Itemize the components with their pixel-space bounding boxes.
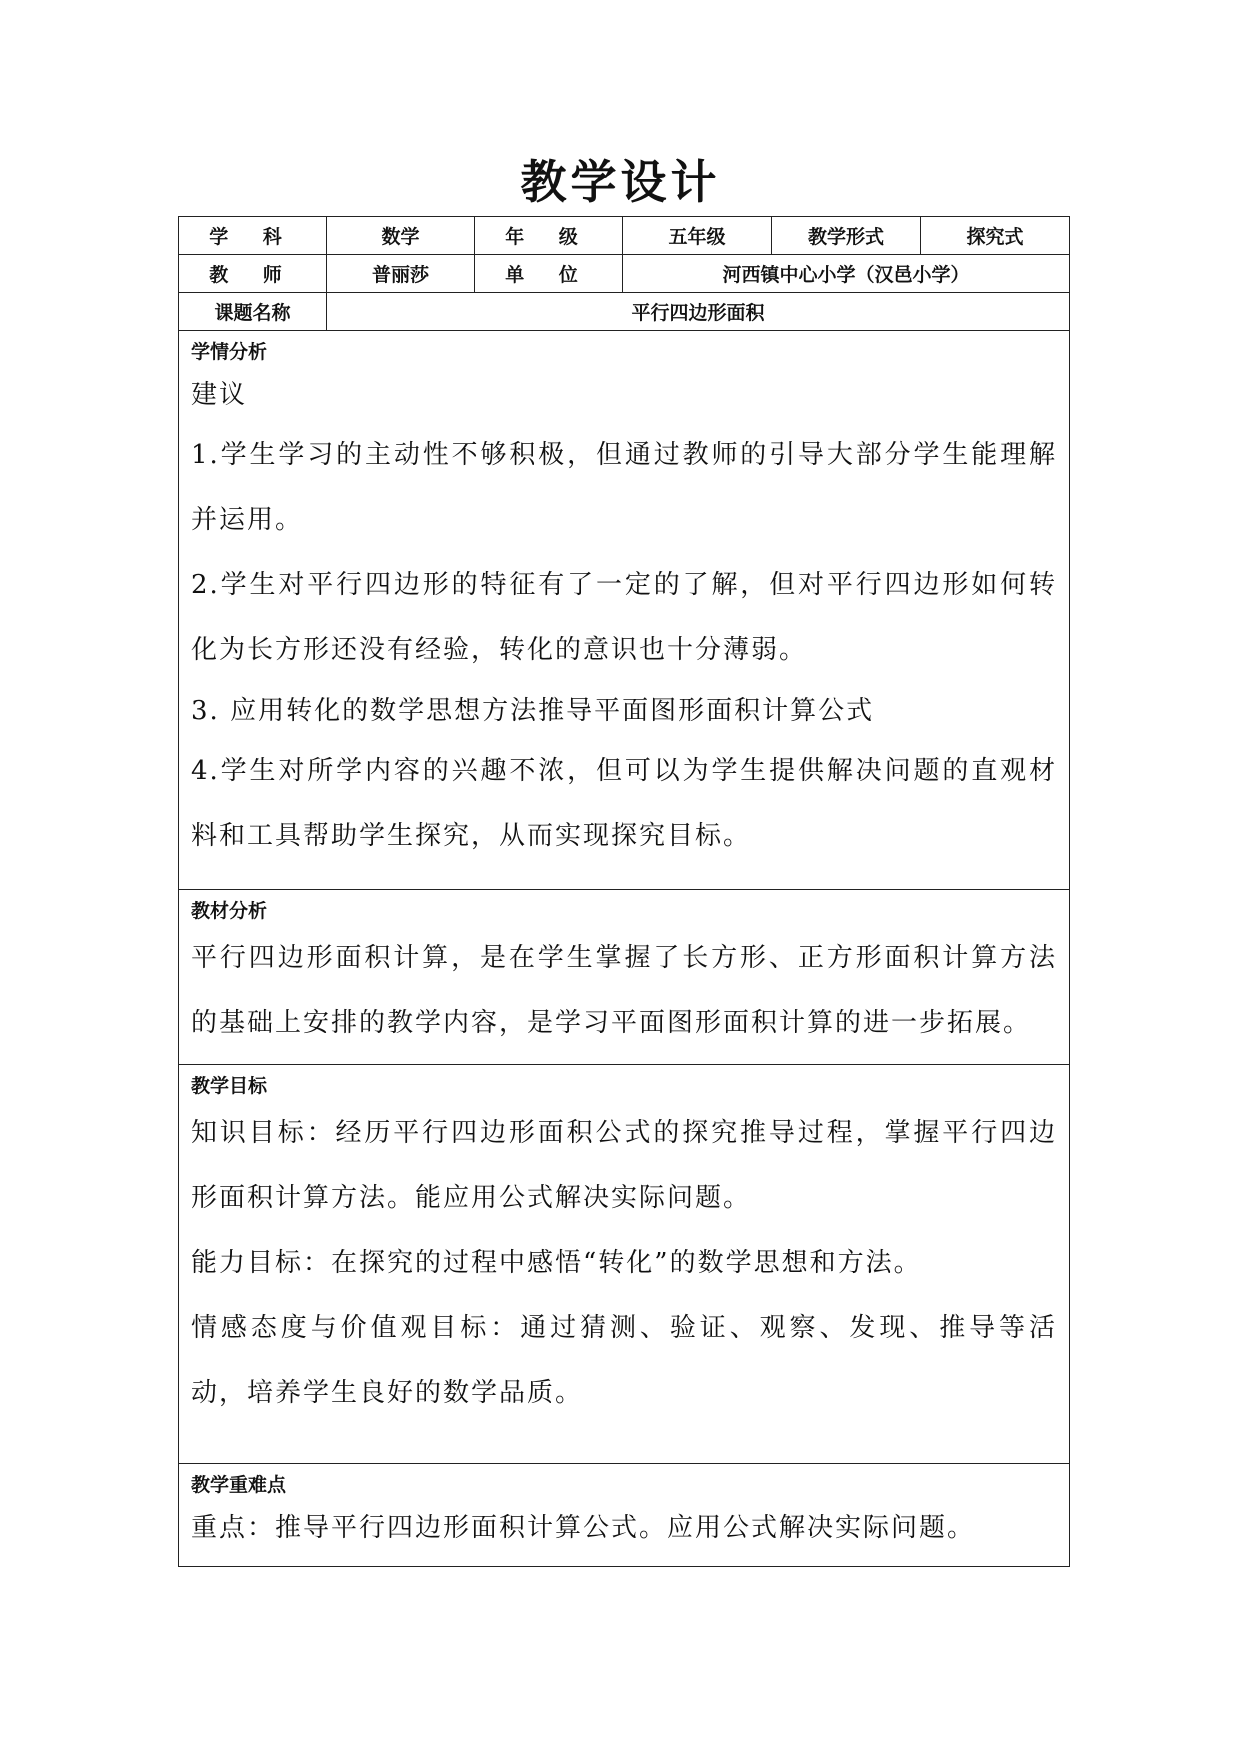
section-paragraph: 重点：推导平行四边形面积计算公式。应用公式解决实际问题。 xyxy=(191,1513,976,1543)
section-title: 教学重难点 xyxy=(191,1474,287,1496)
header-row-teacher xyxy=(179,255,1070,293)
topic-label: 课题名称 xyxy=(179,293,327,331)
topic-value: 平行四边形面积 xyxy=(327,293,1070,331)
lesson-design-table xyxy=(178,216,1070,1567)
section-title: 教学目标 xyxy=(191,1075,268,1097)
teacher-label: 教 师 xyxy=(179,255,327,293)
section-material-analysis xyxy=(179,890,1070,1065)
document-title: 教学设计 xyxy=(520,155,721,209)
section-student-analysis xyxy=(179,331,1070,890)
section-paragraph: 3. 应用转化的数学思想方法推导平面图形面积计算公式 xyxy=(191,696,875,726)
section-paragraph: 1.学生学习的主动性不够积极，但通过教师的引导大部分学生能理解并运用。 xyxy=(191,440,1057,535)
section-key-points xyxy=(179,1464,1070,1567)
section-teaching-goals xyxy=(179,1065,1070,1464)
grade-value: 五年级 xyxy=(623,217,772,255)
grade-label: 年 级 xyxy=(475,217,623,255)
subject-value: 数学 xyxy=(327,217,475,255)
unit-label: 单 位 xyxy=(475,255,623,293)
section-paragraph: 平行四边形面积计算，是在学生掌握了长方形、正方形面积计算方法的基础上安排的教学内容，是学习平面图形面积计算的进一步拓展。 xyxy=(191,943,1057,1038)
section-paragraph: 2.学生对平行四边形的特征有了一定的了解，但对平行四边形如何转化为长方形还没有经验，转化的意识也十分薄弱。 xyxy=(191,570,1057,665)
subject-label: 学 科 xyxy=(179,217,327,255)
section-paragraph: 4.学生对所学内容的兴趣不浓，但可以为学生提供解决问题的直观材料和工具帮助学生探究，从而实现探究目标。 xyxy=(191,756,1057,851)
section-paragraph: 建议 xyxy=(191,380,248,410)
unit-value: 河西镇中心小学（汉邑小学） xyxy=(623,255,1070,293)
section-title: 学情分析 xyxy=(191,341,268,363)
section-paragraph: 情感态度与价值观目标：通过猜测、验证、观察、发现、推导等活动，培养学生良好的数学品质。 xyxy=(191,1313,1057,1408)
teacher-value: 普丽莎 xyxy=(327,255,475,293)
header-row-topic xyxy=(179,293,1070,331)
section-paragraph: 知识目标：经历平行四边形面积公式的探究推导过程，掌握平行四边形面积计算方法。能应用公式解决实际问题。 xyxy=(191,1118,1057,1213)
teaching-form-label: 教学形式 xyxy=(772,217,921,255)
teaching-form-value: 探究式 xyxy=(921,217,1070,255)
section-title: 教材分析 xyxy=(191,900,268,922)
header-row-subject xyxy=(179,217,1070,255)
section-paragraph: 能力目标：在探究的过程中感悟“转化”的数学思想和方法。 xyxy=(191,1248,922,1278)
